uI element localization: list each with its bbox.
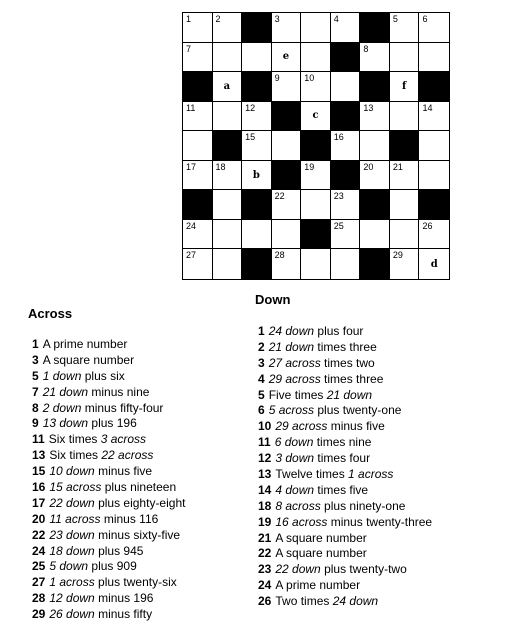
grid-cell[interactable] [419, 249, 449, 279]
grid-cell[interactable] [242, 102, 272, 132]
clue-number: 17 [32, 495, 46, 510]
across-clue [32, 607, 185, 623]
grid-cell[interactable] [242, 220, 272, 250]
clue-reference: 12 down [49, 591, 95, 606]
clue-reference: 22 down [275, 562, 321, 577]
grid-cell[interactable] [301, 249, 331, 279]
clue-reference: 8 across [275, 498, 321, 513]
cell-number: 24 [186, 220, 197, 231]
clue-text: plus twenty-six [94, 575, 177, 590]
clue-number: 4 [258, 371, 265, 386]
clue-number: 20 [32, 511, 46, 526]
clue-text: minus fifty-four [81, 400, 164, 415]
cell-number: 25 [333, 220, 344, 231]
clue-number: 25 [32, 559, 46, 574]
across-clue [32, 385, 185, 401]
cell-number: 14 [422, 102, 433, 113]
cell-number: 10 [304, 73, 315, 84]
down-clue-list [258, 324, 432, 610]
grid-cell[interactable] [272, 249, 302, 279]
clue-reference: 4 down [275, 482, 315, 497]
clue-number: 1 [32, 337, 39, 351]
grid-cell[interactable] [213, 161, 243, 191]
clue-reference: 21 down [42, 384, 89, 399]
grid-cell[interactable] [331, 190, 361, 220]
clue-text: times three [314, 339, 377, 354]
across-clue [32, 353, 185, 369]
clue-reference: 21 down [326, 387, 373, 402]
clue-reference: 24 down [268, 324, 315, 338]
grid-cell[interactable] [183, 43, 213, 73]
clue-number: 12 [258, 451, 272, 466]
cell-number: 2 [215, 14, 221, 24]
clue-text: plus twenty-one [314, 403, 402, 418]
grid-cell[interactable] [242, 161, 272, 191]
grid-cell[interactable] [360, 131, 390, 161]
grid-cell[interactable] [331, 249, 361, 279]
grid-cell[interactable] [183, 161, 213, 191]
across-clue [32, 337, 185, 353]
black-square [331, 102, 361, 132]
clue-reference: 1 down [42, 368, 82, 383]
clue-reference: 3 across [100, 432, 147, 447]
cell-letter: c [312, 110, 319, 122]
cell-number: 5 [392, 14, 398, 24]
black-square [213, 131, 243, 161]
grid-cell[interactable] [331, 13, 361, 43]
black-square [242, 72, 272, 102]
clue-text: times two [320, 355, 375, 370]
clue-text: A prime number [275, 578, 361, 593]
clue-text: Twelve times [275, 467, 349, 482]
clue-number: 22 [32, 527, 46, 542]
clue-text: A square number [275, 530, 367, 545]
grid-cell[interactable] [272, 43, 302, 73]
clue-reference: 29 across [275, 419, 328, 434]
clue-text: plus four [314, 324, 364, 338]
black-square [272, 102, 302, 132]
down-clue [258, 562, 432, 578]
grid-cell[interactable] [419, 102, 449, 132]
cell-number: 26 [422, 220, 433, 231]
cell-number: 22 [274, 191, 285, 202]
grid-cell[interactable] [390, 249, 420, 279]
down-clue [258, 467, 432, 483]
grid-cell[interactable] [213, 220, 243, 250]
down-clue [258, 340, 432, 356]
clue-reference: 6 down [274, 435, 314, 450]
grid-cell[interactable] [213, 13, 243, 43]
cell-number: 11 [186, 102, 196, 113]
grid-cell[interactable] [390, 161, 420, 191]
clue-reference: 2 down [42, 400, 82, 415]
clue-text: times four [314, 451, 371, 466]
black-square [242, 190, 272, 220]
cell-number: 3 [274, 14, 280, 24]
black-square [360, 13, 390, 43]
clue-reference: 27 across [268, 355, 321, 370]
cell-letter: a [223, 80, 231, 92]
clue-number: 28 [32, 591, 46, 606]
clue-number: 1 [258, 324, 265, 338]
grid-cell[interactable] [213, 190, 243, 220]
across-clue [32, 464, 185, 480]
clue-reference: 18 down [49, 543, 95, 558]
clue-reference: 1 across [348, 467, 394, 482]
down-clue [258, 499, 432, 515]
clue-number: 14 [258, 482, 272, 497]
clue-reference: 3 down [275, 451, 315, 466]
grid-cell[interactable] [360, 220, 390, 250]
clue-number: 16 [32, 480, 46, 495]
across-clue [32, 544, 185, 560]
grid-cell[interactable] [331, 72, 361, 102]
clue-text: minus five [94, 464, 153, 479]
grid-cell[interactable] [213, 102, 243, 132]
clue-reference: 26 down [49, 607, 95, 622]
down-clue [258, 372, 432, 388]
across-clue [32, 448, 185, 464]
clue-text: minus 116 [100, 511, 159, 526]
grid-cell[interactable] [272, 72, 302, 102]
black-square [183, 72, 213, 102]
black-square [272, 161, 302, 191]
clue-number: 11 [32, 432, 45, 447]
cell-number: 28 [274, 250, 285, 261]
grid-cell[interactable] [272, 13, 302, 43]
across-clue [32, 559, 185, 575]
cell-number: 23 [333, 191, 344, 202]
grid-cell[interactable] [360, 102, 390, 132]
clue-number: 26 [258, 594, 272, 609]
grid-cell[interactable] [301, 161, 331, 191]
across-heading: Across [28, 306, 73, 321]
cell-number: 9 [274, 73, 280, 84]
across-clue [32, 480, 185, 496]
black-square [331, 43, 361, 73]
clue-text: minus sixty-five [94, 527, 181, 542]
black-square [419, 72, 449, 102]
clue-number: 19 [258, 514, 272, 529]
clue-reference: 11 across [49, 511, 101, 526]
grid-cell[interactable] [301, 13, 331, 43]
clue-reference: 21 down [268, 339, 315, 354]
cell-number: 4 [333, 14, 339, 24]
black-square [301, 220, 331, 250]
clue-text: A prime number [42, 337, 128, 351]
across-clue [32, 401, 185, 417]
down-clue [258, 388, 432, 404]
cell-number: 7 [186, 43, 192, 54]
grid-cell[interactable] [419, 131, 449, 161]
cell-number: 12 [245, 102, 256, 113]
cell-number: 16 [333, 132, 344, 143]
cell-number: 8 [363, 43, 369, 54]
clue-reference: 29 across [268, 371, 321, 386]
down-clue [258, 435, 432, 451]
cell-letter: b [252, 169, 260, 181]
grid-cell[interactable] [301, 190, 331, 220]
clue-text: times five [314, 482, 369, 497]
grid-cell[interactable] [419, 13, 449, 43]
clue-text: plus nineteen [101, 480, 177, 495]
clue-number: 13 [258, 467, 272, 482]
across-clue-list [32, 337, 185, 623]
black-square [390, 131, 420, 161]
black-square [242, 249, 272, 279]
cell-number: 19 [304, 161, 315, 172]
clue-number: 15 [32, 464, 46, 479]
across-clue [32, 432, 185, 448]
clue-reference: 16 across [275, 514, 328, 529]
clue-text: A square number [42, 352, 135, 367]
clue-text: Six times [48, 432, 101, 447]
cell-letter: e [282, 51, 290, 63]
clue-number: 11 [258, 435, 271, 450]
grid-cell[interactable] [301, 43, 331, 73]
clue-text: minus nine [88, 384, 150, 399]
clue-number: 13 [32, 448, 46, 463]
clue-number: 6 [258, 403, 265, 418]
black-square [360, 249, 390, 279]
cell-number: 15 [245, 132, 256, 143]
down-clue [258, 578, 432, 594]
clue-reference: 10 down [49, 464, 95, 479]
grid-cell[interactable] [331, 131, 361, 161]
grid-cell[interactable] [419, 43, 449, 73]
clue-reference: 23 down [49, 527, 95, 542]
grid-cell[interactable] [183, 249, 213, 279]
clue-number: 2 [258, 339, 265, 354]
grid-cell[interactable] [301, 102, 331, 132]
clue-number: 7 [32, 384, 39, 399]
down-clue [258, 356, 432, 372]
down-clue [258, 419, 432, 435]
cell-number: 1 [186, 14, 192, 24]
clue-reference: 24 down [332, 594, 379, 609]
grid-cell[interactable] [213, 249, 243, 279]
black-square [360, 190, 390, 220]
clue-text: minus 196 [94, 591, 154, 606]
clue-text: Six times [49, 448, 102, 463]
down-clue [258, 531, 432, 547]
cell-number: 17 [186, 161, 197, 172]
grid-cell[interactable] [272, 220, 302, 250]
grid-cell[interactable] [213, 43, 243, 73]
cell-letter: d [430, 258, 438, 270]
grid-cell[interactable] [390, 102, 420, 132]
clue-text: plus 945 [94, 543, 144, 558]
clue-number: 24 [258, 578, 272, 593]
clue-number: 3 [258, 355, 265, 370]
black-square [242, 13, 272, 43]
grid-cell[interactable] [331, 220, 361, 250]
clue-text: plus 196 [88, 416, 137, 431]
clue-number: 18 [258, 498, 272, 513]
grid-cell[interactable] [183, 131, 213, 161]
grid-cell[interactable] [183, 220, 213, 250]
down-clue [258, 483, 432, 499]
clue-text: plus six [81, 368, 125, 383]
clue-number: 9 [32, 416, 39, 431]
clue-reference: 15 across [49, 480, 102, 495]
down-heading: Down [255, 292, 291, 307]
clue-text: minus fifty [94, 607, 153, 622]
across-clue [32, 591, 185, 607]
down-clue [258, 403, 432, 419]
clue-reference: 5 down [49, 559, 89, 574]
across-clue [32, 416, 185, 432]
grid-cell[interactable] [360, 161, 390, 191]
clue-number: 10 [258, 419, 272, 434]
clue-reference: 13 down [42, 416, 89, 431]
clue-reference: 22 across [101, 448, 154, 463]
clue-text: times three [320, 371, 384, 386]
clue-text: plus 909 [88, 559, 137, 574]
cell-number: 6 [422, 14, 428, 24]
clue-text: minus five [327, 419, 385, 434]
clue-text: Five times [268, 387, 327, 402]
grid-cell[interactable] [272, 131, 302, 161]
black-square [419, 190, 449, 220]
across-clue [32, 369, 185, 385]
black-square [331, 161, 361, 191]
cell-number: 27 [186, 250, 197, 261]
black-square [360, 72, 390, 102]
black-square [183, 190, 213, 220]
grid-cell[interactable] [183, 102, 213, 132]
grid-cell[interactable] [419, 220, 449, 250]
clue-text: Two times [275, 594, 333, 609]
black-square [301, 131, 331, 161]
clue-text: times nine [313, 435, 372, 450]
cell-number: 21 [392, 161, 403, 172]
cell-number: 29 [392, 250, 403, 261]
clue-text: plus ninety-one [320, 498, 406, 513]
grid-cell[interactable] [419, 161, 449, 191]
clue-reference: 22 down [49, 495, 95, 510]
clue-number: 21 [258, 530, 272, 545]
clue-number: 8 [32, 400, 39, 415]
clue-number: 27 [32, 575, 46, 590]
down-clue [258, 324, 432, 340]
clue-text: A square number [275, 546, 367, 561]
clue-number: 24 [32, 543, 46, 558]
across-clue [32, 575, 185, 591]
clue-text: plus eighty-eight [94, 495, 186, 510]
grid-cell[interactable] [301, 72, 331, 102]
crossword-grid [182, 12, 450, 280]
clue-number: 29 [32, 607, 46, 622]
cell-number: 13 [363, 102, 374, 113]
clue-reference: 1 across [49, 575, 95, 590]
across-clue [32, 528, 185, 544]
grid-cell[interactable] [390, 43, 420, 73]
down-clue [258, 546, 432, 562]
across-clue [32, 496, 185, 512]
grid-cell[interactable] [242, 43, 272, 73]
cell-number: 20 [363, 161, 374, 172]
grid-cell[interactable] [390, 13, 420, 43]
down-clue [258, 451, 432, 467]
grid-cell[interactable] [213, 72, 243, 102]
clue-text: plus twenty-two [320, 562, 407, 577]
clue-text: minus twenty-three [327, 514, 433, 529]
clue-number: 22 [258, 546, 272, 561]
grid-cell[interactable] [390, 190, 420, 220]
clue-number: 5 [258, 387, 265, 402]
grid-cell[interactable] [390, 72, 420, 102]
clue-number: 23 [258, 562, 272, 577]
down-clue [258, 515, 432, 531]
clue-number: 5 [32, 368, 39, 383]
cell-letter: f [402, 80, 407, 92]
across-clue [32, 512, 185, 528]
grid-cell[interactable] [183, 13, 213, 43]
grid-cell[interactable] [242, 131, 272, 161]
grid-cell[interactable] [360, 43, 390, 73]
clue-number: 3 [32, 352, 39, 367]
grid-cell[interactable] [272, 190, 302, 220]
grid-cell[interactable] [390, 220, 420, 250]
cell-number: 18 [215, 161, 226, 172]
clue-reference: 5 across [268, 403, 315, 418]
down-clue [258, 594, 432, 610]
